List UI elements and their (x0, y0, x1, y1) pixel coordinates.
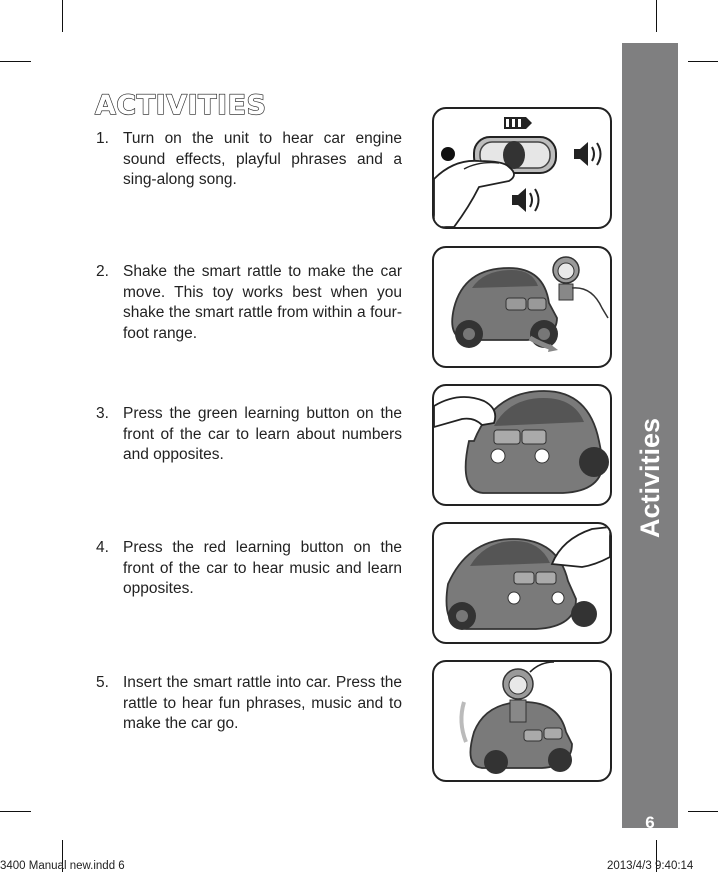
step-3 (96, 404, 402, 466)
step-text: Press the red learning button on the front of the car to hear music and learn opposites. (123, 539, 402, 597)
step-number: 4. (96, 539, 109, 556)
crop-mark (62, 0, 63, 32)
crop-mark (688, 61, 718, 62)
car-red-button-icon (434, 524, 610, 642)
step-number: 2. (96, 263, 109, 280)
step-number: 1. (96, 130, 109, 147)
step-2 (96, 262, 402, 344)
step-text: Insert the smart rattle into car. Press the rattle to hear fun phrases, music and to make the car go. (123, 674, 402, 732)
footer-timestamp: 2013/4/3 9:40:14 (607, 860, 694, 872)
page-heading: ACTIVITIES (95, 90, 267, 121)
crop-mark (656, 0, 657, 32)
step-number: 3. (96, 405, 109, 422)
power-switch-icon (434, 109, 610, 227)
step-text: Shake the smart rattle to make the car move. This toy works best when you shake the smart rattle from within a four-foot range. (123, 263, 402, 342)
crop-mark (688, 811, 718, 812)
step-4-illustration (432, 522, 612, 644)
crop-mark (0, 61, 31, 62)
side-tab-label: Activities (635, 417, 665, 538)
step-text: Press the green learning button on the front of the car to learn about numbers and opposites. (123, 405, 402, 463)
crop-mark (0, 811, 31, 812)
car-and-rattle-icon (434, 248, 610, 366)
car-green-button-icon (434, 386, 610, 504)
step-5-illustration (432, 660, 612, 782)
footer-file-name: 3400 Manual new.indd 6 (0, 860, 125, 872)
step-text: Turn on the unit to hear car engine sound effects, playful phrases and a sing-along song. (123, 130, 402, 188)
car-with-rattle-icon (434, 662, 610, 780)
side-tab (622, 43, 678, 832)
step-number: 5. (96, 674, 109, 691)
step-3-illustration (432, 384, 612, 506)
step-1-illustration (432, 107, 612, 229)
step-1 (96, 129, 402, 191)
page-number: 6 (645, 813, 655, 832)
step-5 (96, 673, 402, 735)
step-4 (96, 538, 402, 600)
step-2-illustration (432, 246, 612, 368)
